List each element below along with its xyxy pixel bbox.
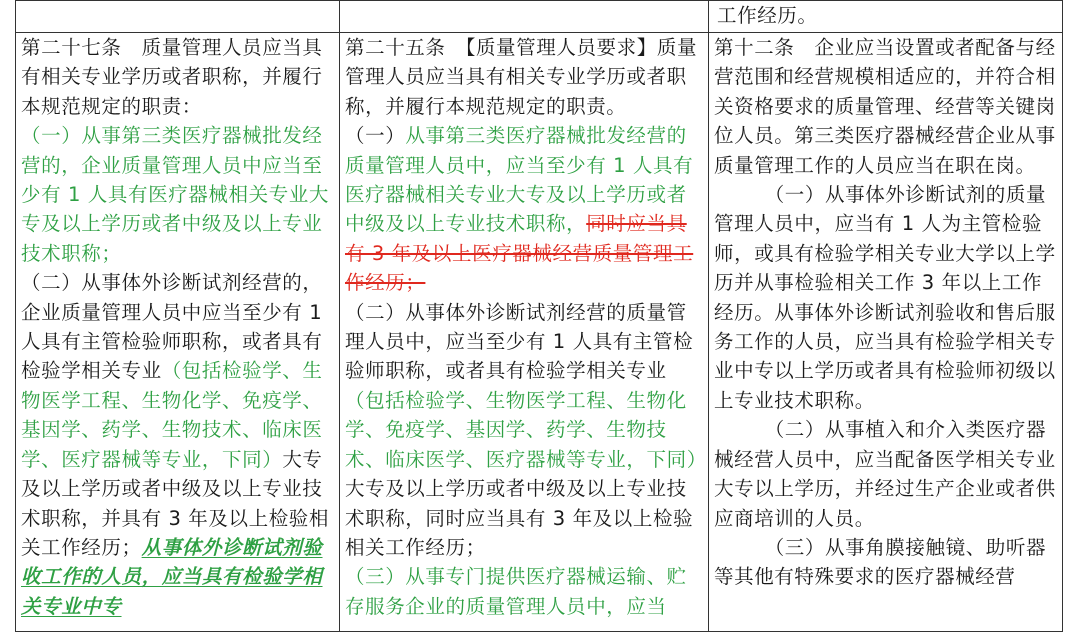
col2-item1-prefix: （一）	[345, 124, 406, 148]
comparison-table	[15, 0, 1063, 632]
table-cell-col2-top	[340, 1, 709, 33]
table-row	[16, 1, 1063, 33]
col3-item3: （三）从事角膜接触镜、助听器等其他有特殊要求的医疗器械经营	[714, 535, 1047, 589]
col1-item1	[21, 121, 334, 268]
col2-item1	[345, 121, 703, 297]
col3-item2: （二）从事植入和介入类医疗器械经营人员中，应当配备医学相关专业大专以上学历，并经过生产企业或者供应商培训的人员。	[714, 418, 1056, 530]
col2-item2-text-b: 大专及以上学历或者中级及以上专业技术职称，同时应当具有 3 年及以上检验相关工作经历；	[345, 477, 694, 559]
col3-top-text: 工作经历。	[717, 4, 818, 27]
table-row	[16, 33, 1063, 632]
col1-item1-prefix: （一）	[21, 124, 82, 148]
table-cell-col3-top	[709, 1, 1063, 33]
col1-item2-emphasis: 从事体外诊断试剂验收工作的人员，应当具有检验学相关专业中专	[21, 535, 323, 618]
col1-item2-green: （包括检验学、生物医学工程、生物化学、免疫学、基因学、药学、生物技术、临床医学、医疗器械等专业，下同）	[21, 359, 323, 471]
col2-item2-green: （包括检验学、生物医学工程、生物化学、免疫学、基因学、药学、生物技术、临床医学、医疗器械等专业，下同）	[345, 388, 707, 471]
column-draft-regulation	[340, 33, 709, 632]
col2-item2	[345, 298, 707, 563]
col2-item1-green: 从事第三类医疗器械批发经营的质量管理人员中，应当至少有 1 人具有医疗器械相关专业大专及以上学历或者中级及以上专业技术职称，	[345, 124, 694, 236]
column-guideline	[709, 33, 1063, 632]
column-old-regulation	[16, 33, 340, 632]
col1-item1-text: 从事第三类医疗器械批发经营的，企业质量管理人员中应当至少有 1 人具有医疗器械相关专业大专及以上学历或者中级及以上专业技术职称；	[21, 124, 330, 265]
col3-heading: 第十二条 企业应当设置或者配备与经营范围和经营规模相适应的，并符合相关资格要求的质量管理、经营等关键岗位人员。第三类医疗器械经营企业从事质量管理工作的人员应当在职在岗。	[714, 36, 1056, 177]
col1-item2-text-b: 大专及以上学历或者中级及以上专业技术职称，并具有 3 年及以上检验相关工作经历；	[21, 447, 330, 559]
col3-item1: （一）从事体外诊断试剂的质量管理人员中，应当有 1 人为主管检验师，或具有检验学相关专业大学以上学历并从事检验相关工作 3 年以上工作经历。从事体外诊断试剂验收和售后服务工作的人员，应当具有检验学相关专业中专以上学历或者具有检验师初级以上专业技术职称。	[714, 183, 1056, 412]
col2-heading: 第二十五条 【质量管理人员要求】质量管理人员应当具有相关专业学历或者职称，并履行本规范规定的职责。	[345, 36, 698, 118]
col2-item1-deleted: 同时应当具有 3 年及以上医疗器械经营质量管理工作经历；	[345, 212, 694, 295]
col1-heading: 第二十七条 质量管理人员应当具有相关专业学历或者职称，并履行本规范规定的职责：	[21, 36, 323, 118]
col1-item2	[21, 268, 334, 621]
col2-item3: （三）从事专门提供医疗器械运输、贮存服务企业的质量管理人员中，应当	[345, 565, 687, 618]
col1-item2-text-a: （二）从事体外诊断试剂经营的，企业质量管理人员中应当至少有 1 人具有主管检验师职称，或者具有检验学相关专业	[21, 271, 323, 383]
col2-item2-text-a: （二）从事体外诊断试剂经营的质量管理人员中，应当至少有 1 人具有主管检验师职称，或者具有检验学相关专业	[345, 300, 694, 383]
table-cell-col1-top	[16, 1, 340, 33]
